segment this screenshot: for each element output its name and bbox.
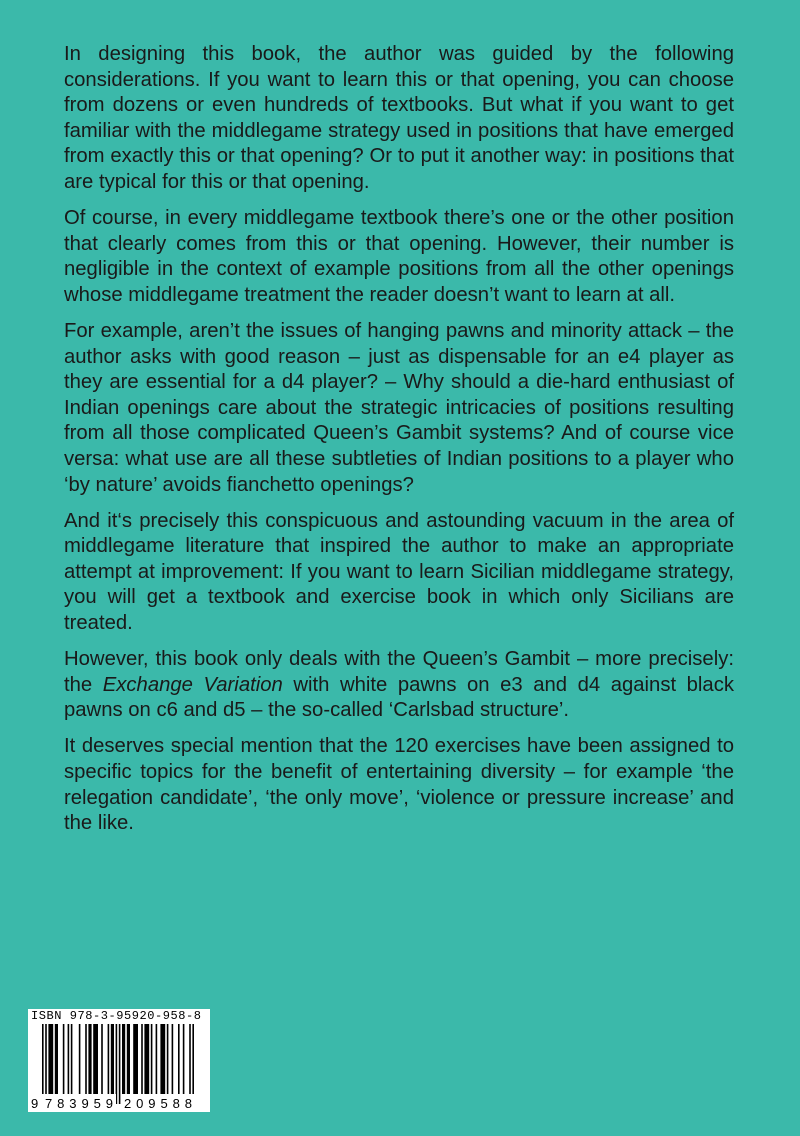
barcode-bar (79, 1024, 81, 1094)
barcode-bar (48, 1024, 53, 1094)
barcode-bar (55, 1024, 58, 1094)
blurb-paragraph-1: In designing this book, the author was guided by the following considerations. If you want to learn this or that opening, you can choose from dozens or even hundreds of textbooks. But what if you want to get familiar with the middlegame strategy used in positions that have emerged from exactly this or that opening? Or to put it another way: in positions that are typical for this or that opening. (64, 43, 734, 193)
barcode-bar (133, 1024, 138, 1094)
barcode-bar (178, 1024, 180, 1094)
blurb-text (64, 42, 734, 847)
blurb-paragraph-5: However, this book only deals with the Queen’s Gambit – more precisely: the Exchange Variation with white pawns on e3 and d4 against black pawns on c6 and d5 – the so-called ‘Carlsbad structure’. (64, 648, 734, 722)
blurb-paragraph-6: It deserves special mention that the 120 exercises have been assigned to specific topics for the benefit of entertaining diversity – for example ‘the relegation candidate’, ‘the only move’, ‘violence or pressure increase’ and the like. (64, 735, 734, 835)
barcode-bar (101, 1024, 103, 1094)
barcode-digits-right: 209588 (124, 1096, 192, 1111)
isbn-label: ISBN 978-3-95920-958-8 (31, 1009, 202, 1023)
barcode-bar (119, 1024, 121, 1104)
barcode-bar (122, 1024, 125, 1094)
barcode-digit-first: 9 (31, 1096, 39, 1111)
barcode-bar (111, 1024, 114, 1094)
barcode-bar (63, 1024, 65, 1094)
barcode-bar (85, 1024, 87, 1094)
barcode-bar (167, 1024, 169, 1094)
barcode-digits-left: 783959 (45, 1096, 113, 1111)
barcode-bar (172, 1024, 174, 1094)
barcode-bar (160, 1024, 165, 1094)
barcode-bar (151, 1024, 153, 1094)
barcode-bar (192, 1024, 194, 1104)
exchange-variation-emphasis: Exchange Variation (102, 673, 283, 696)
blurb-paragraph-3: For example, aren’t the issues of hanging pawns and minority attack – the author asks with good reason – just as dispensable for an e4 player as they are essential for a d4 player? – Why should a die-hard enthusiast of Indian openings care about the strategic intricacies of positions resulting from all those complicated Queen’s Gambit systems? And of course vice versa: what use are all these subtleties of Indian positions to a player who ‘by nature’ avoids fianchetto openings? (64, 319, 734, 496)
barcode-bar (127, 1024, 130, 1094)
barcode-bar (108, 1024, 110, 1094)
barcode-bar (183, 1024, 185, 1094)
barcode-bar (71, 1024, 73, 1094)
isbn-barcode (28, 1009, 210, 1112)
barcode-graphic (28, 1024, 210, 1112)
barcode-bar (189, 1024, 191, 1104)
blurb-paragraph-2: Of course, in every middlegame textbook there’s one or the other position that clearly comes from this or that opening. However, their number is negligible in the context of example positions from all the other openings whose middlegame treatment the reader doesn’t want to learn at all. (64, 207, 734, 306)
barcode-bar (156, 1024, 158, 1094)
barcode-bar (144, 1024, 149, 1094)
blurb-paragraph-4: And it‘s precisely this conspicuous and astounding vacuum in the area of middlegame literature that inspired the author to make an appropriate attempt at improvement: If you want to learn Sicilian middlegame strategy, you will get a textbook and exercise book in which only Sicilians are treated. (64, 509, 734, 634)
barcode-bar (141, 1024, 143, 1094)
barcode-bar (93, 1024, 98, 1094)
barcode-bar (42, 1024, 44, 1104)
barcode-bar (45, 1024, 47, 1104)
barcode-bar (88, 1024, 91, 1094)
barcode-bar (68, 1024, 70, 1094)
barcode-bars (42, 1024, 194, 1104)
barcode-bar (116, 1024, 118, 1104)
